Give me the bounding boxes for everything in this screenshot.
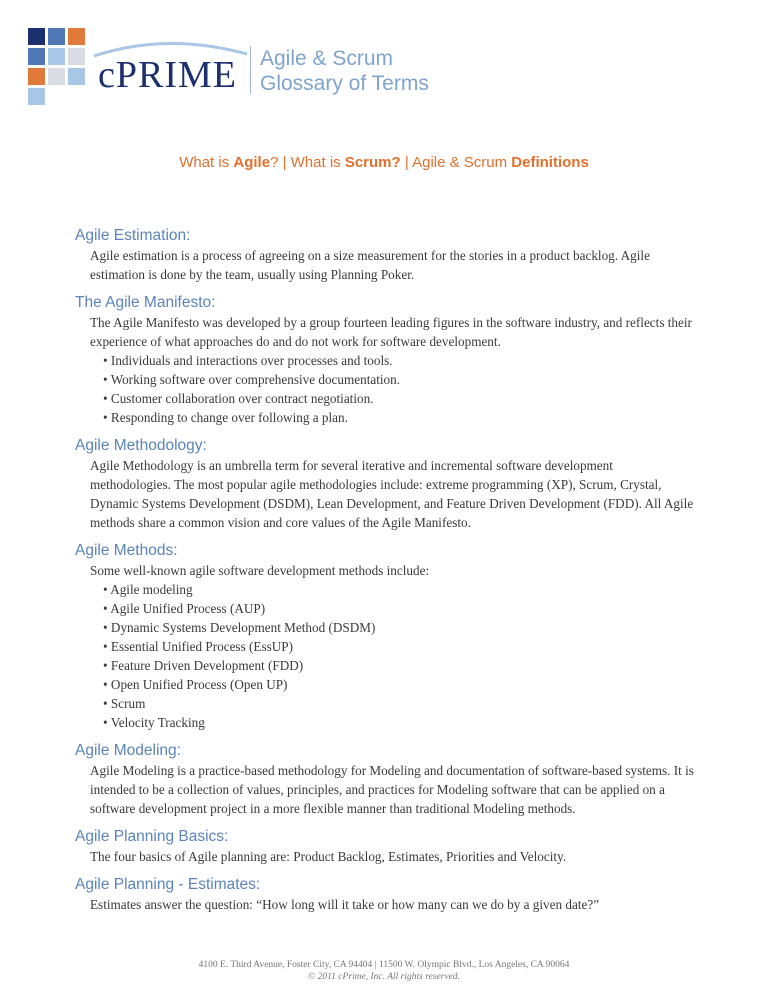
- nav-link-definitions[interactable]: Definitions: [511, 154, 589, 171]
- logo-square: [28, 88, 45, 105]
- logo-square: [28, 68, 45, 85]
- list-item: • Essential Unified Process (EssUP): [103, 637, 695, 656]
- glossary-entry: [75, 875, 695, 914]
- list-item: • Agile Unified Process (AUP): [103, 599, 695, 618]
- nav-link-what-is-scrum[interactable]: Scrum?: [344, 154, 401, 171]
- brand-logo-text: cPRIME: [98, 54, 237, 96]
- logo-square: [68, 68, 85, 85]
- term-heading: Agile Planning Basics:: [75, 828, 229, 845]
- list-item: • Responding to change over following a plan.: [103, 408, 695, 427]
- glossary-content: [75, 226, 695, 914]
- term-heading: Agile Modeling:: [75, 742, 181, 759]
- glossary-entry: [75, 226, 695, 284]
- nav-separator: | Agile & Scrum: [400, 154, 512, 171]
- term-heading: Agile Methods:: [75, 542, 178, 559]
- nav-separator: ? | What is: [270, 154, 345, 171]
- glossary-entry: [75, 436, 695, 532]
- list-item: • Working software over comprehensive documentation.: [103, 370, 695, 389]
- list-item: • Dynamic Systems Development Method (DSDM): [103, 618, 695, 637]
- list-item: • Feature Driven Development (FDD): [103, 656, 695, 675]
- nav-links: [0, 154, 768, 171]
- glossary-entry: [75, 541, 695, 732]
- footer-address: 4100 E. Third Avenue, Foster City, CA 94404 | 11500 W. Olympic Blvd., Los Angeles, CA 90064: [198, 960, 570, 970]
- term-heading: The Agile Manifesto:: [75, 294, 216, 311]
- footer-copyright: © 2011 cPrime, Inc. All rights reserved.: [308, 972, 460, 982]
- header-divider: [250, 46, 251, 94]
- term-definition: Estimates answer the question: “How long will it take or how many can we do by a given date?”: [90, 897, 600, 912]
- page-footer: [0, 959, 768, 983]
- term-heading: Agile Estimation:: [75, 227, 191, 244]
- list-item: • Scrum: [103, 694, 695, 713]
- term-definition: The four basics of Agile planning are: Product Backlog, Estimates, Priorities and Velocity.: [90, 849, 567, 864]
- logo-square: [28, 28, 45, 45]
- list-item: • Individuals and interactions over processes and tools.: [103, 351, 695, 370]
- document-title-line2: Glossary of Terms: [260, 72, 429, 95]
- glossary-entry: [75, 741, 695, 818]
- term-definition: Agile Modeling is a practice-based methodology for Modeling and documentation of software-based systems. It is intended to be a collection of values, principles, and practices for Modeling software that can be applied on a software development project in a more flexible manner than traditional Modeling methods.: [90, 763, 694, 816]
- list-item: • Customer collaboration over contract negotiation.: [103, 389, 695, 408]
- list-item: • Velocity Tracking: [103, 713, 695, 732]
- logo-square: [28, 48, 45, 65]
- term-heading: Agile Methodology:: [75, 437, 207, 454]
- bullet-list: [75, 351, 695, 427]
- logo-square: [68, 28, 85, 45]
- nav-link-what-is-agile[interactable]: What is Agile: [179, 154, 271, 171]
- list-item: • Agile modeling: [103, 580, 695, 599]
- logo-square: [48, 28, 65, 45]
- list-item: • Open Unified Process (Open UP): [103, 675, 695, 694]
- term-definition: Some well-known agile software development methods include:: [90, 563, 430, 578]
- logo-square: [48, 48, 65, 65]
- term-definition: Agile estimation is a process of agreeing on a size measurement for the stories in a product backlog. Agile estimation is done by the team, usually using Planning Poker.: [90, 248, 650, 282]
- glossary-entry: [75, 293, 695, 427]
- term-definition: The Agile Manifesto was developed by a group fourteen leading figures in the software industry, and reflects their experience of what approaches do and do not work for software development.: [90, 315, 692, 349]
- logo-square: [48, 68, 65, 85]
- logo-square: [68, 48, 85, 65]
- term-definition: Agile Methodology is an umbrella term for several iterative and incremental software development methodologies. The most popular agile methodologies include: extreme programming (XP), Scrum, Crystal, Dynamic Systems Development (DSDM), Lean Development, and Feature Driven Development (FDD). All Agile methods share a common vision and core values of the Agile Manifesto.: [90, 458, 694, 530]
- term-heading: Agile Planning - Estimates:: [75, 876, 261, 893]
- glossary-entry: [75, 827, 695, 866]
- bullet-list: [75, 580, 695, 732]
- document-title-line1: Agile & Scrum: [260, 47, 394, 70]
